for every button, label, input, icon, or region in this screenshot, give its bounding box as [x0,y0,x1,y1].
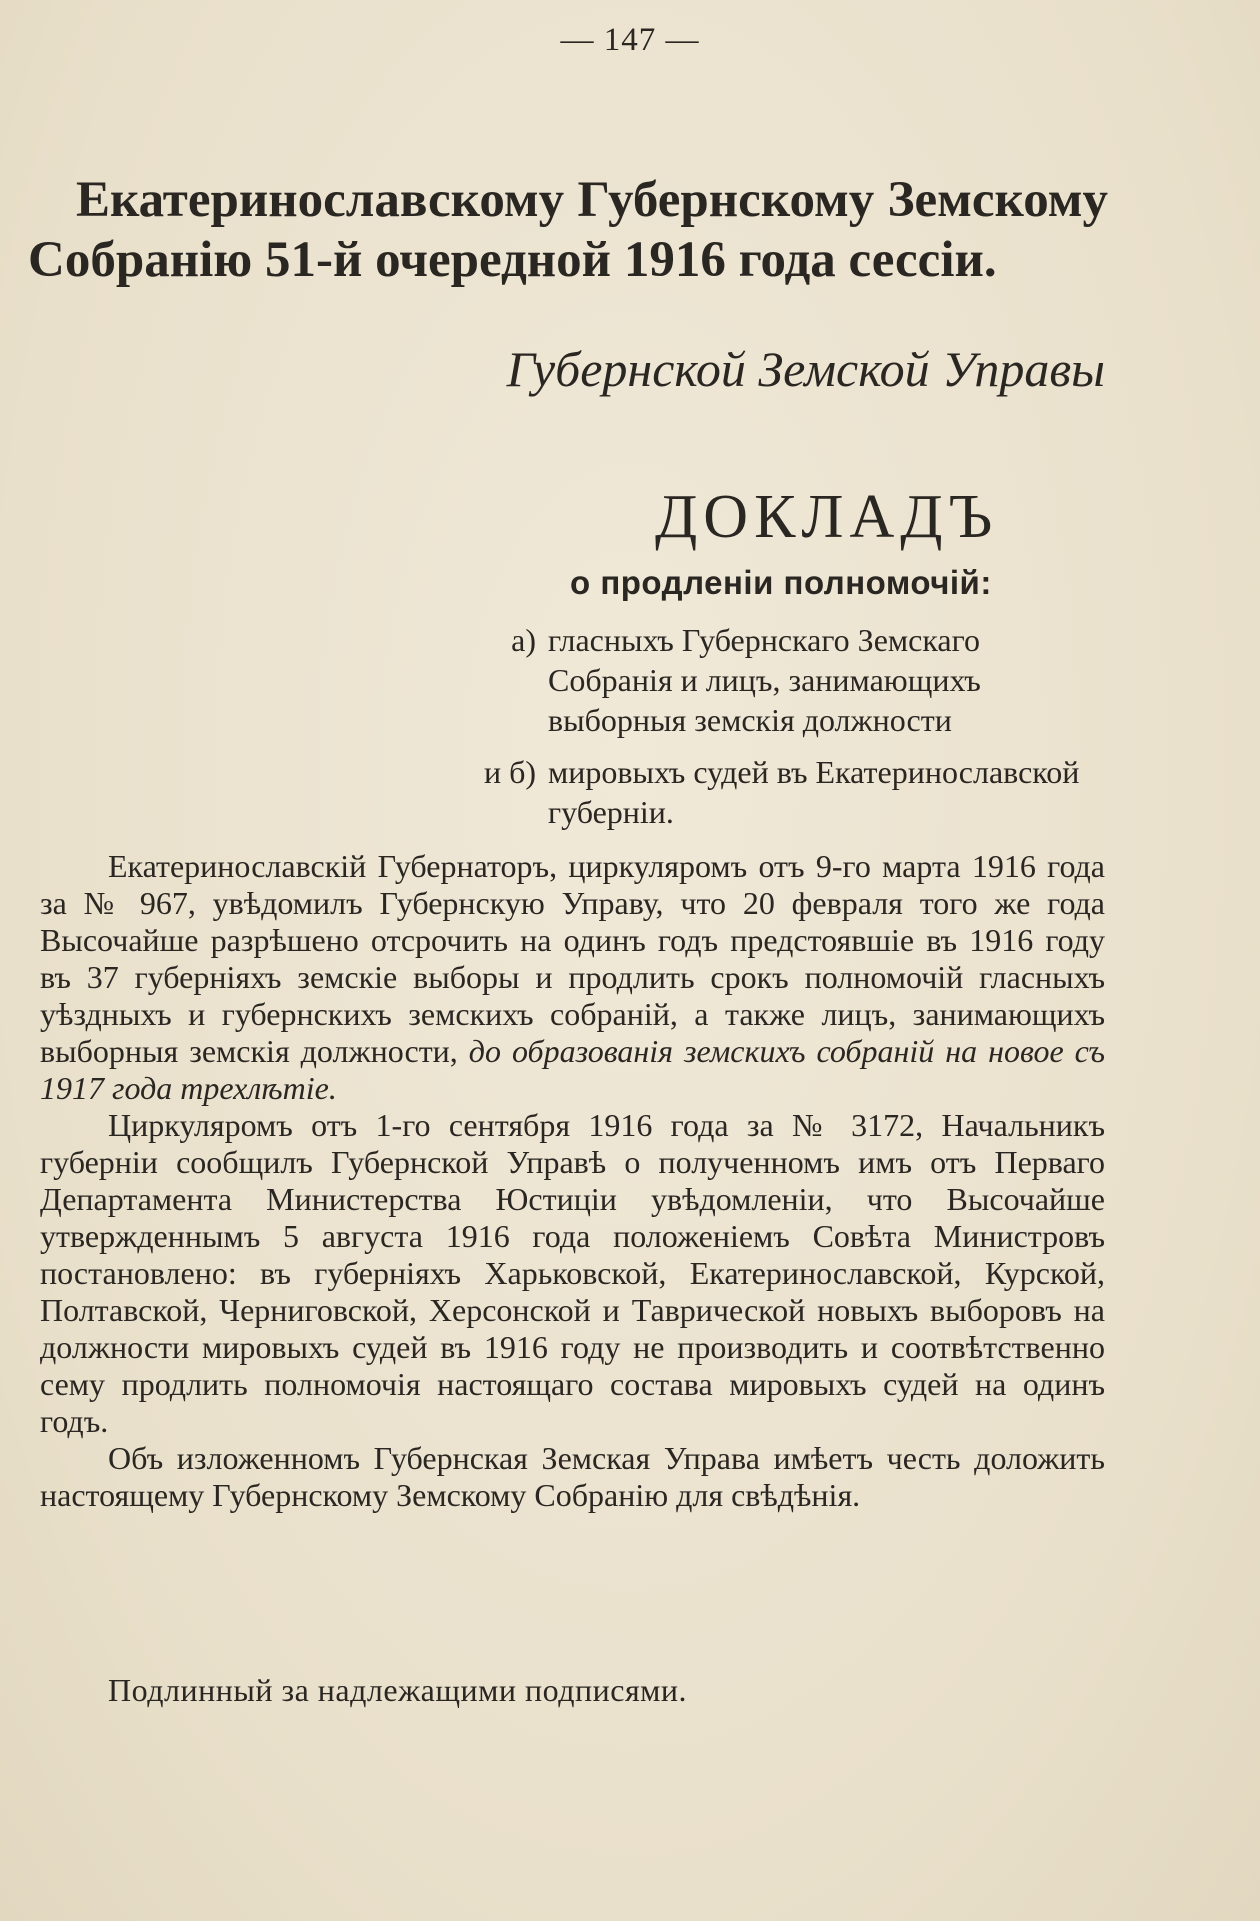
subject-items [400,620,1110,844]
signature-note: Подлинный за надлежащими подписями. [108,1672,688,1708]
report-body [40,848,1105,1514]
paragraph-text: Объ изложенномъ Губернская Земская Управа имѣетъ честь доложить настоящему Губернскому Земскому Собранію для свѣдѣнія. [40,1440,1105,1513]
paragraph-text: Екатеринославскій Губернаторъ, циркуляромъ отъ 9-го марта 1916 года за № 967, увѣдомилъ Губернскую Управу, что 20 февраля того же года Высочайше разрѣшено отсрочить на одинъ годъ предстоявшіе въ 1916 году въ 37 губерніяхъ земскіе выборы и продлить срокъ полномочій гласныхъ уѣздныхъ и губернскихъ земскихъ собраній, а также лицъ, занимающихъ выборныя земскія должности, [40,848,1105,1069]
paragraph [40,1440,1105,1514]
item-marker: а) [511,622,536,658]
subject-item [400,620,1110,740]
item-marker: и б) [483,754,536,790]
report-subject: о продленіи полномочій: [570,564,992,601]
addressee-line-2: Собранію 51-й очередной 1916 года сессіи. [28,232,997,288]
paragraph-italic-text: до образованія земскихъ собраній на новое съ 1917 года трехлѣтіе. [40,1033,1106,1106]
author-line: Губернской Земской Управы [506,341,1105,397]
addressee-heading [28,170,1108,290]
item-text: гласныхъ Губернскаго Земскаго Собранія и лицъ, занимающихъ выборныя земскія должности [548,622,981,738]
subject-item [400,752,1110,832]
addressee-line-1: Екатеринославскому Губернскому Земскому [76,172,1108,228]
paragraph [40,848,1105,1107]
page-number: — 147 — [560,22,700,58]
item-text: мировыхъ судей въ Екатеринославской губерніи. [548,754,1080,830]
paragraph-text: Циркуляромъ отъ 1-го сентября 1916 года за № 3172, Начальникъ губерніи сообщилъ Губернской Управѣ о полученномъ имъ отъ Перваго Департамента Министерства Юстиціи увѣдомленіи, что Высочайше утвержденнымъ 5 августа 1916 года положеніемъ Совѣта Министровъ постановлено: въ губерніяхъ Харьковской, Екатеринославской, Курской, Полтавской, Черниговской, Херсонской и Таврической новыхъ выборовъ на должности мировыхъ судей въ 1916 году не производить и соотвѣтственно сему продлить полномочія настоящаго состава мировыхъ судей на одинъ годъ. [40,1107,1105,1439]
paragraph [40,1107,1105,1440]
report-title: ДОКЛАДЪ [655,483,999,551]
